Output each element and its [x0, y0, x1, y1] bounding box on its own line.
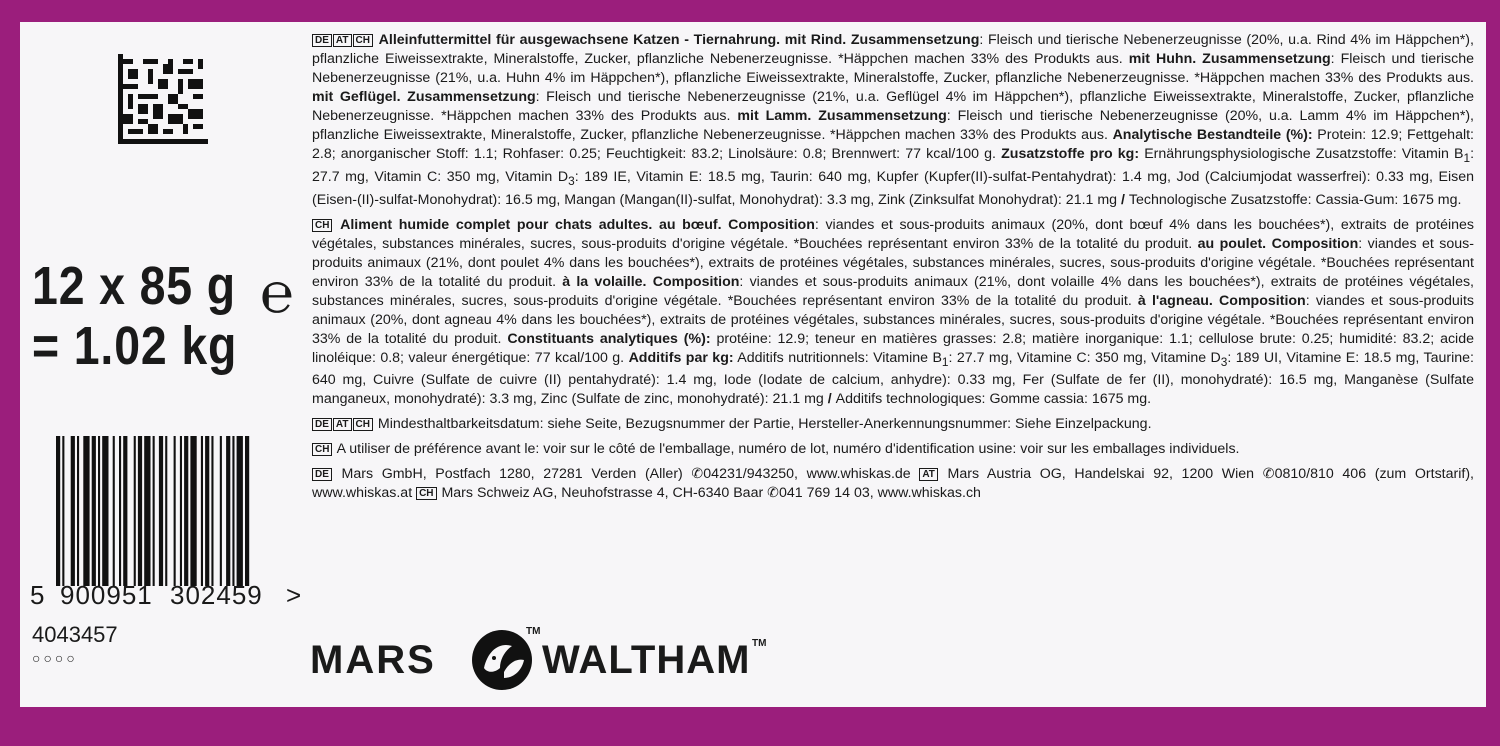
country-badge-ch: CH — [353, 34, 373, 47]
address-de: Mars GmbH, Postfach 1280, 27281 Verden (Aller) — [332, 466, 692, 483]
variety-poultry-label: à la volaille. — [562, 273, 647, 290]
phone-icon: ✆ — [691, 466, 704, 483]
barcode-bar — [119, 436, 121, 586]
waltham-cat-dog-icon — [470, 628, 534, 692]
variety-lamb-label: mit Lamm. — [737, 108, 812, 124]
tech-additives: Technologische Zusatzstoffe: Cassia-Gum: 1675 mg. — [1128, 191, 1462, 208]
country-badge-de: DE — [312, 34, 332, 47]
barcode-bar — [220, 436, 222, 586]
composition-label: Composition — [1219, 292, 1306, 309]
ean-group-left: 900951 — [60, 580, 153, 610]
country-badge-at: AT — [333, 418, 352, 431]
weight-count: 12 x 85 g — [32, 256, 236, 316]
phone-icon: ✆ — [1262, 466, 1275, 483]
country-badge-ch: CH — [416, 487, 436, 500]
barcode-bar — [184, 436, 188, 586]
variety-chicken-label: mit Huhn. — [1128, 51, 1197, 67]
composition-label: Composition — [1271, 235, 1359, 252]
mars-logo: MARS — [310, 638, 436, 682]
best-before-de — [312, 415, 1474, 434]
best-before-text-fr: A utiliser de préférence avant le: voir sur le côté de l'emballage, numéro de lot, numéro d'identification usine: voir sur les emballages individuels. — [336, 441, 1240, 458]
left-column — [20, 22, 303, 707]
variety-chicken-label: au poulet. — [1197, 235, 1267, 252]
variety-lamb-label: à l'agneau. — [1137, 292, 1213, 309]
composition-label: Zusammensetzung — [850, 32, 980, 48]
composition-poultry: : viandes et sous-produits animaux (21%, dont volaille 4% dans les bouchées*), extraits de protéines végétales, substances minérales, sucres, sous-produits d'origine végétale. *Bouchées représentant environ 33% de la totalité du produit. — [312, 273, 1474, 309]
barcode-bar — [138, 436, 142, 586]
barcode-bar — [113, 436, 115, 586]
barcode-bar — [180, 436, 182, 586]
contact-de: 04231/943250, www.whiskas.de — [703, 466, 920, 483]
subscript: 1 — [941, 354, 949, 369]
additives-part: : 189 IE, Vitamin E: 18.5 mg, Taurin: 640 mg, Kupfer (Kupfer(II)-sulfat-Pentahydrat): 1.4 mg, Jod (Calciumjodat wasserfrei): 0.33 mg, Eisen (Eisen-(II)-sulfat-Monohydrat): 16.5 mg, Mangan (Mangan(II)-sulfat, Monohydrat): 3.3 mg, Zink (Zinksulfat Monohydrat): 21.1 mg — [312, 168, 1474, 208]
composition-label: Composition — [728, 216, 815, 233]
analytic-label: Constituants analytiques (%): — [507, 330, 711, 347]
brand-logos — [310, 624, 810, 694]
barcode-bar — [123, 436, 127, 586]
composition-label: Composition — [652, 273, 740, 290]
additives-part: : 27.7 mg, Vitamin C: 350 mg, Vitamin D — [312, 146, 1475, 185]
estimated-sign: ℮ — [260, 261, 294, 324]
barcode-bar — [232, 436, 234, 586]
country-badge-de: DE — [312, 418, 332, 431]
barcode-bar — [153, 436, 155, 586]
barcode-bar — [245, 436, 249, 586]
barcode-bar — [190, 436, 196, 586]
country-badge-ch: CH — [312, 219, 332, 232]
country-badge-ch: CH — [353, 418, 373, 431]
barcode-bar — [62, 436, 64, 586]
barcode-bar — [83, 436, 89, 586]
ean-barcode — [56, 436, 296, 586]
composition-poultry: : Fleisch und tierische Nebenerzeugnisse (21%, u.a. Geflügel 4% im Häppchen*), pflanzliche Eiweissextrakte, Mineralstoffe, Zucker, pflanzliche Nebenerzeugnisse. *Häppchen machen 33% des Produkts aus. — [312, 89, 1474, 124]
country-badge-de: DE — [312, 468, 332, 481]
additives-part: Additifs nutritionnels: Vitamine B — [733, 349, 942, 366]
subscript: 3 — [568, 173, 575, 188]
weight-total: = 1.02 kg — [32, 316, 238, 376]
address-ch: Mars Schweiz AG, Neuhofstrasse 4, CH-6340 Baar — [437, 485, 768, 502]
manufacturer-addresses — [312, 465, 1474, 503]
barcode-bar — [237, 436, 243, 586]
subscript: 3 — [1220, 354, 1228, 369]
barcode-bar — [92, 436, 96, 586]
barcode-bar — [98, 436, 100, 586]
additives-part: Ernährungsphysiologische Zusatzstoffe: Vitamin B — [1139, 146, 1464, 162]
german-composition-block — [312, 31, 1474, 210]
label-text — [312, 31, 1474, 503]
barcode-bar — [102, 436, 108, 586]
barcode-bar — [165, 436, 167, 586]
composition-beef: : viandes et sous-produits animaux (20%, dont bœuf 4% dans les bouchées*), extraits de protéines végétales, substances minérales, sucres, sous-produits d'origine végétale. *Bouchées représentant environ 33% de la totalité du produit. — [312, 216, 1474, 252]
french-composition-block — [312, 216, 1474, 410]
barcode-bar — [134, 436, 136, 586]
barcode-bar — [201, 436, 203, 586]
composition-chicken: : Fleisch und tierische Nebenerzeugnisse (21%, u.a. Huhn 4% im Häppchen*), pflanzliche Eiweissextrakte, Mineralstoffe, Zucker, pflanzliche Nebenerzeugnisse. *Häppchen machen 33% des Produkts aus. — [312, 51, 1474, 86]
best-before-fr — [312, 440, 1474, 459]
ean-group-right: 302459 — [170, 580, 263, 610]
barcode-bar — [226, 436, 230, 586]
ean-quiet-zone-marker: > — [286, 580, 303, 610]
separator: / — [1117, 191, 1129, 208]
address-at: Mars Austria OG, Handelskai 92, 1200 Wien — [938, 466, 1263, 483]
additives-part: : 189 UI, Vitamine E: 18.5 mg, Taurine: 640 mg, Cuivre (Sulfate de cuivre (II) pentahydraté): 1.4 mg, Iode (Iodate de calcium, anhydre): 0.33 mg, Fer (Sulfate de fer (II), monohydraté): 16.5 mg, Manganèse (Sulfate manganeux, monohydraté): 3.3 mg, Zinc (Sulfate de zinc, monohydraté): 21.1 mg — [312, 349, 1474, 408]
variety-poultry-label: mit Geflügel. — [312, 89, 401, 105]
composition-lamb: : Fleisch und tierische Nebenerzeugnisse (20%, u.a. Lamm 4% im Häppchen*), pflanzliche Eiweissextrakte, Mineralstoffe, Zucker, pflanzliche Nebenerzeugnisse. *Häppchen machen 33% des Produkts aus. — [312, 108, 1475, 143]
trademark-mark: TM — [526, 626, 541, 637]
tech-additives: Additifs technologiques: Gomme cassia: 1675 mg. — [835, 391, 1152, 408]
barcode-bar — [211, 436, 213, 586]
waltham-logo: WALTHAM — [542, 638, 751, 682]
barcode-bar — [205, 436, 209, 586]
composition-label: Zusammensetzung — [818, 108, 947, 124]
additives-part: : 27.7 mg, Vitamine C: 350 mg, Vitamine D — [948, 349, 1221, 366]
analytic-label: Analytische Bestandteile (%): — [1112, 127, 1313, 143]
barcode-bar — [159, 436, 163, 586]
composition-beef: : Fleisch und tierische Nebenerzeugnisse (20%, u.a. Rind 4% im Häppchen*), pflanzliche Eiweissextrakte, Mineralstoffe, Zucker, pflanzliche Nebenerzeugnisse. *Häppchen machen 33% des Produkts aus. — [312, 32, 1474, 67]
phone-icon: ✆ — [767, 485, 780, 502]
label-panel — [20, 22, 1486, 707]
composition-lamb: : viandes et sous-produits animaux (20%, dont agneau 4% dans les bouchées*), extraits de protéines végétales, substances minérales, sucres, sous-produits d'origine végétale. *Bouchées représentant environ 33% de la totalité du produit. — [312, 292, 1474, 347]
composition-chicken: : viandes et sous-produits animaux (21%, dont poulet 4% dans les bouchées*), extraits de protéines végétales, substances minérales, sucres, sous-produits d'origine végétale. *Bouchées représentant environ 33% de la totalité du produit. — [312, 235, 1474, 290]
german-product-title: Alleinfuttermittel für ausgewachsene Katzen - Tiernahrung. mit Rind. — [378, 32, 847, 48]
trademark-mark: TM — [752, 638, 767, 649]
print-dots: ○○○○ — [32, 650, 78, 666]
country-badge-at: AT — [333, 34, 352, 47]
best-before-text-de: Mindesthaltbarkeitsdatum: siehe Seite, Bezugsnummer der Partie, Hersteller-Anerkennungsnummer: Siehe Einzelpackung. — [377, 416, 1152, 433]
country-badge-ch: CH — [312, 443, 332, 456]
barcode-bar — [144, 436, 150, 586]
contact-at: 0810/810 406 (zum Ortstarif), www.whiskas.at — [312, 466, 1475, 502]
internal-code: 4043457 — [32, 622, 118, 647]
additives-label: Additifs par kg: — [628, 349, 734, 366]
composition-label: Zusammensetzung — [1202, 51, 1331, 67]
separator: / — [823, 391, 836, 408]
composition-label: Zusammensetzung — [407, 89, 536, 105]
analytic-values: protéine: 12.9; teneur en matières grasses: 2.8; matière inorganique: 1.1; cellulose brute: 0.25; humidité: 83.2; acide linoléique: 0.8; valeur énergétique: 77 kcal/100 g. — [312, 330, 1474, 366]
french-product-title: Aliment humide complet pour chats adultes. au bœuf. — [340, 216, 722, 233]
barcode-bar — [56, 436, 60, 586]
subscript: 1 — [1463, 150, 1471, 165]
barcode-bar — [77, 436, 79, 586]
additives-label: Zusatzstoffe pro kg: — [1001, 146, 1140, 162]
datamatrix-code — [118, 54, 208, 144]
analytic-values: Protein: 12.9; Fettgehalt: 2.8; anorganischer Stoff: 1.1; Rohfaser: 0.25; Feuchtigkeit: 83.2; Linolsäure: 0.8; Brennwert: 77 kcal/100 g. — [312, 127, 1474, 162]
barcode-bar — [174, 436, 176, 586]
contact-ch: 041 769 14 03, www.whiskas.ch — [779, 485, 981, 502]
barcode-bar — [71, 436, 75, 586]
ean-first-digit: 5 — [30, 580, 46, 610]
country-badge-at: AT — [919, 468, 938, 481]
